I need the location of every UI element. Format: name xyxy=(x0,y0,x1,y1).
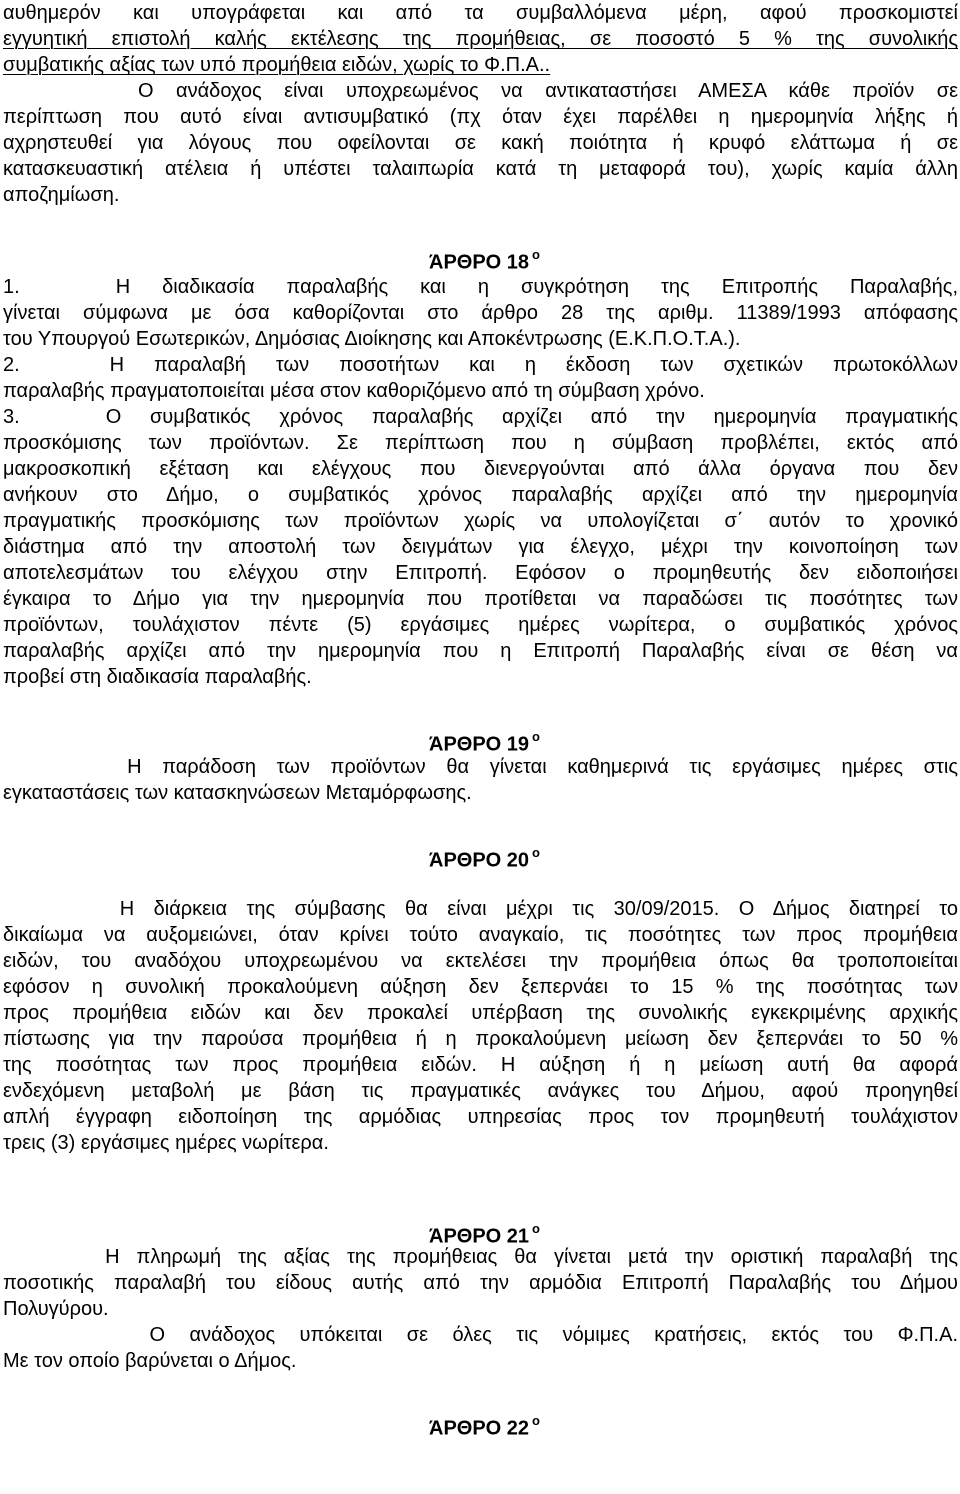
document-page xyxy=(3,0,958,1440)
article-18-sup: ο xyxy=(532,247,540,262)
article-19-line: Η παράδοση των προϊόντων θα γίνεται καθημερινά τις εργάσιμες ημέρες στις xyxy=(3,756,958,778)
article-18-line: παραλαβής πραγματοποιείται μέσα στον καθοριζόμενο από τη σύμβαση χρόνο. xyxy=(3,380,705,402)
article-18-line: παραλαβής αρχίζει από την ημερομηνία που η Επιτροπή Παραλαβής είναι σε θέση να xyxy=(3,640,958,662)
article-20-title: ΆΡΘΡΟ 20 xyxy=(429,849,530,872)
article-18-line: έγκαιρα το Δήμο για την ημερομηνία που προτίθεται να παραδώσει τις ποσότητες των xyxy=(3,588,958,610)
article-20-line: απλή έγγραφη ειδοποίηση της αρμόδιας υπηρεσίας προς τον προμηθευτή τουλάχιστον xyxy=(3,1106,958,1128)
article-22-heading xyxy=(3,1410,958,1440)
article-18-title: ΆΡΘΡΟ 18 xyxy=(429,251,530,274)
article-20-heading xyxy=(3,842,958,872)
article-20-sup: ο xyxy=(532,845,540,860)
article-21-body xyxy=(3,1244,958,1374)
article-22-title: ΆΡΘΡΟ 22 xyxy=(429,1417,530,1440)
article-19-sup: ο xyxy=(532,729,540,744)
article-21-line: Η πληρωμή της αξίας της προμήθειας θα γίνεται μετά την οριστική παραλαβή της xyxy=(3,1246,958,1268)
article-19-heading xyxy=(3,726,958,756)
intro-line-6: αχρηστευθεί για λόγους που οφείλονται σε κακή ποιότητα ή κρυφό ελάττωμα ή σε xyxy=(3,132,958,154)
article-20-line: Η διάρκεια της σύμβασης θα είναι μέχρι τις 30/09/2015. Ο Δήμος διατηρεί το xyxy=(3,898,958,920)
article-20-line: εφόσον η συνολική προκαλούμενη αύξηση δεν ξεπερνάει το 15 % της ποσότητας των xyxy=(3,976,958,998)
article-19-title: ΆΡΘΡΟ 19 xyxy=(429,733,530,756)
intro-line-8: αποζημίωση. xyxy=(3,184,120,206)
article-18-line: 3. Ο συμβατικός χρόνος παραλαβής αρχίζει από την ημερομηνία πραγματικής xyxy=(3,406,958,428)
article-18-line: προσκόμισης των προϊόντων. Σε περίπτωση που η σύμβαση προβλέπει, εκτός από xyxy=(3,432,958,454)
article-20-line: ενδεχόμενη μεταβολή με βάση τις πραγματικές ανάγκες του Δήμου, αφού προηγηθεί xyxy=(3,1080,958,1102)
intro-line-1: αυθημερόν και υπογράφεται και από τα συμβαλλόμενα μέρη, αφού προσκομιστεί xyxy=(3,2,958,24)
article-18-line: του Υπουργού Εσωτερικών, Δημόσιας Διοίκησης και Αποκέντρωσης (Ε.Κ.Π.Ο.Τ.Α.). xyxy=(3,328,741,350)
intro-section xyxy=(3,0,958,208)
article-18-body xyxy=(3,274,958,690)
article-18-line: 1. Η διαδικασία παραλαβής και η συγκρότηση της Επιτροπής Παραλαβής, xyxy=(3,276,958,298)
article-18-line: διάστημα από την αποστολή των δειγμάτων για έλεγχο, μέχρι την κοινοποίηση των xyxy=(3,536,958,558)
intro-line-3: συμβατικής αξίας των υπό προμήθεια ειδών, χωρίς το Φ.Π.Α.. xyxy=(3,54,551,76)
article-22-sup: ο xyxy=(532,1413,540,1428)
article-19-line: εγκαταστάσεις των κατασκηνώσεων Μεταμόρφωσης. xyxy=(3,782,472,804)
article-21-line: ποσοτικής παραλαβή του είδους αυτής από την αρμόδια Επιτροπή Παραλαβής του Δήμου xyxy=(3,1272,958,1294)
article-21-line: Ο ανάδοχος υπόκειται σε όλες τις νόμιμες κρατήσεις, εκτός του Φ.Π.Α. xyxy=(3,1324,958,1346)
article-18-line: 2. Η παραλαβή των ποσοτήτων και η έκδοση των σχετικών πρωτοκόλλων xyxy=(3,354,958,376)
article-20-line: της ποσότητας των προς προμήθεια ειδών. Η αύξηση ή η μείωση αυτή θα αφορά xyxy=(3,1054,958,1076)
article-21-sup: ο xyxy=(532,1221,540,1236)
article-21-line: Πολυγύρου. xyxy=(3,1298,109,1320)
article-18-line: αποτελεσμάτων του ελέγχου στην Επιτροπή. Εφόσον ο προμηθευτής δεν ειδοποιήσει xyxy=(3,562,958,584)
article-21-title: ΆΡΘΡΟ 21 xyxy=(429,1225,530,1248)
article-21-heading xyxy=(3,1218,958,1248)
article-21-line: Με τον οποίο βαρύνεται ο Δήμος. xyxy=(3,1350,297,1372)
intro-line-7: κατασκευαστική ατέλεια ή υπέστει ταλαιπωρία κατά τη μεταφορά του), χωρίς καμία άλλη xyxy=(3,158,958,180)
article-20-body xyxy=(3,896,958,1156)
intro-line-4: Ο ανάδοχος είναι υποχρεωμένος να αντικαταστήσει ΑΜΕΣΑ κάθε προϊόν σε xyxy=(3,80,958,102)
article-18-line: ανήκουν στο Δήμο, ο συμβατικός χρόνος παραλαβής αρχίζει από την ημερομηνία xyxy=(3,484,958,506)
article-18-line: προβεί στη διαδικασία παραλαβής. xyxy=(3,666,312,688)
article-20-line: δικαίωμα να αυξομειώνει, όταν κρίνει τούτο αναγκαίο, τις ποσότητες των προς προμήθεια xyxy=(3,924,958,946)
intro-line-5: περίπτωση που αυτό είναι αντισυμβατικό (πχ όταν έχει παρέλθει η ημερομηνία λήξης ή xyxy=(3,106,958,128)
article-20-line: ειδών, του αναδόχου υποχρεωμένου να εκτελέσει την προμήθεια όπως θα τροποποιείται xyxy=(3,950,958,972)
article-18-line: πραγματικής προσκόμισης των προϊόντων χωρίς να υπολογίζεται σ΄ αυτόν το χρονικό xyxy=(3,510,958,532)
intro-line-2: εγγυητική επιστολή καλής εκτέλεσης της προμήθειας, σε ποσοστό 5 % της συνολικής xyxy=(3,28,958,50)
article-20-line: προς προμήθεια ειδών και δεν προκαλεί υπέρβαση της συνολικής εγκεκριμένης αρχικής xyxy=(3,1002,958,1024)
article-20-line: πίστωσης για την παρούσα προμήθεια ή η προκαλούμενη μείωση δεν ξεπερνάει το 50 % xyxy=(3,1028,958,1050)
article-18-line: προϊόντων, τουλάχιστον πέντε (5) εργάσιμες ημέρες νωρίτερα, ο συμβατικός χρόνος xyxy=(3,614,958,636)
article-19-body xyxy=(3,754,958,806)
article-18-heading xyxy=(3,244,958,274)
article-20-line: τρεις (3) εργάσιμες ημέρες νωρίτερα. xyxy=(3,1132,329,1154)
article-18-line: γίνεται σύμφωνα με όσα καθορίζονται στο άρθρο 28 της αριθμ. 11389/1993 απόφασης xyxy=(3,302,958,324)
article-18-line: μακροσκοπική εξέταση και ελέγχους που διενεργούνται από άλλα όργανα που δεν xyxy=(3,458,958,480)
